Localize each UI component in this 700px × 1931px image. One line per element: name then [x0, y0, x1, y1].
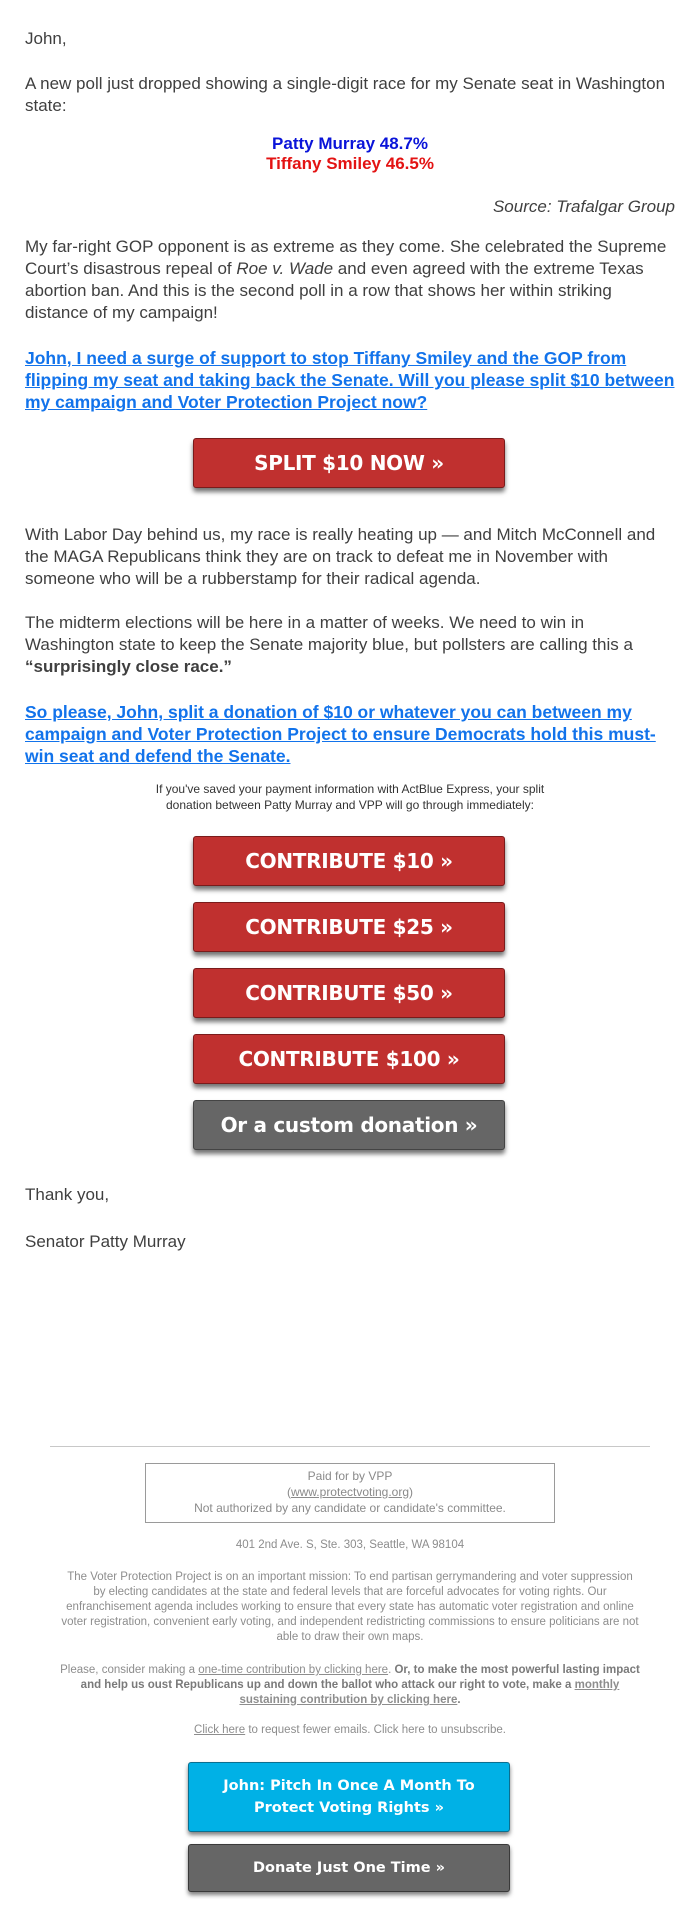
monthly-contribution-link[interactable]: monthly sustaining contribution by clicking here: [239, 1679, 620, 1706]
not-authorized-text: Not authorized by any candidate or candidate's committee.: [194, 1501, 506, 1515]
consider-end: .: [457, 1694, 461, 1706]
split-donation-link[interactable]: John, I need a surge of support to stop Tiffany Smiley and the GOP from flipping my seat and taking back the Senate. Will you please split $10 between my campaign and Voter Protection Project now?: [25, 348, 675, 412]
signature: Senator Patty Murray: [25, 1232, 186, 1251]
paid-link-line: (www.protectvoting.org): [286, 1485, 414, 1499]
footer-divider: [50, 1446, 650, 1447]
close-race-quote: “surprisingly close race.”: [25, 657, 232, 676]
protectvoting-link[interactable]: www.protectvoting.org: [290, 1485, 410, 1499]
opponent-text-a: My far-right GOP opponent is as extreme as they come. She celebrated the Supreme Court’s disastrous repeal of: [25, 237, 667, 278]
closing: Thank you,: [25, 1185, 110, 1204]
contribute-25-button[interactable]: CONTRIBUTE $25 »: [193, 902, 505, 952]
midterm-paragraph: [25, 612, 675, 678]
paid-by-text: Paid for by VPP: [307, 1469, 393, 1483]
poll-source: Source: Trafalgar Group: [492, 197, 675, 216]
intro-paragraph: A new poll just dropped showing a single-digit race for my Senate seat in Washington state:: [25, 74, 666, 115]
custom-donation-button[interactable]: Or a custom donation »: [193, 1100, 505, 1150]
footer-mission: The Voter Protection Project is on an important mission: To end partisan gerrymandering and voter suppression by electing candidates at the state and federal levels that are forceful advocates for voting rights. Our enfranchisement agenda includes working to ensure that every state has automatic voter registration and online voter registration, convenient early voting, and independent redistricting commissions to ensure politicians are not able to draw their own maps.: [61, 1571, 639, 1643]
fewer-emails-link[interactable]: Click here: [194, 1724, 246, 1736]
contribute-50-button[interactable]: CONTRIBUTE $50 »: [193, 968, 505, 1018]
greeting: John,: [25, 29, 67, 48]
monthly-pitch-in-button[interactable]: John: Pitch In Once A Month To Protect Voting Rights »: [188, 1762, 510, 1832]
consider-sep: .: [388, 1664, 395, 1676]
split-donation-link-2[interactable]: So please, John, split a donation of $10 or whatever you can between my campaign and Voter Protection Project to ensure Democrats hold this must-win seat and defend the Senate.: [25, 702, 656, 766]
consider-bold-text: Or, to make the most powerful lasting impact and help us oust Republicans up and down the ballot who attack our right to vote, make a: [80, 1664, 640, 1691]
poll-results: [25, 134, 675, 174]
donate-one-time-button[interactable]: Donate Just One Time »: [188, 1844, 510, 1892]
footer-consider: [60, 1663, 640, 1708]
poll-line-murray: Patty Murray 48.7%: [272, 134, 428, 153]
unsubscribe-text: to request fewer emails. Click here to unsubscribe.: [245, 1724, 506, 1736]
one-time-contribution-link[interactable]: one-time contribution by clicking here: [198, 1664, 389, 1676]
split-10-button[interactable]: SPLIT $10 NOW »: [193, 438, 505, 488]
contribute-10-button[interactable]: CONTRIBUTE $10 »: [193, 836, 505, 886]
footer-unsubscribe: [60, 1723, 640, 1738]
poll-line-smiley: Tiffany Smiley 46.5%: [266, 154, 434, 173]
consider-text: Please, consider making a: [60, 1664, 199, 1676]
opponent-text-b: and even agreed with the extreme Texas abortion ban. And this is the second poll in a row that shows her within striking distance of my campaign!: [25, 259, 644, 322]
paid-for-box: [145, 1463, 555, 1523]
opponent-paragraph: [25, 236, 675, 324]
labor-day-paragraph: With Labor Day behind us, my race is really heating up — and Mitch McConnell and the MAGA Republicans think they are on track to defeat me in November with someone who will be a rubberstamp for their radical agenda.: [25, 525, 656, 588]
midterm-text: The midterm elections will be here in a matter of weeks. We need to win in Washington state to keep the Senate majority blue, but pollsters are calling this a: [25, 613, 633, 654]
footer-address: 401 2nd Ave. S, Ste. 303, Seattle, WA 98104: [235, 1539, 465, 1551]
contribute-100-button[interactable]: CONTRIBUTE $100 »: [193, 1034, 505, 1084]
opponent-text-em: Roe v. Wade: [236, 259, 334, 278]
actblue-express-note: If you've saved your payment information with ActBlue Express, your split donation between Patty Murray and VPP will go through immediately:: [155, 782, 545, 812]
